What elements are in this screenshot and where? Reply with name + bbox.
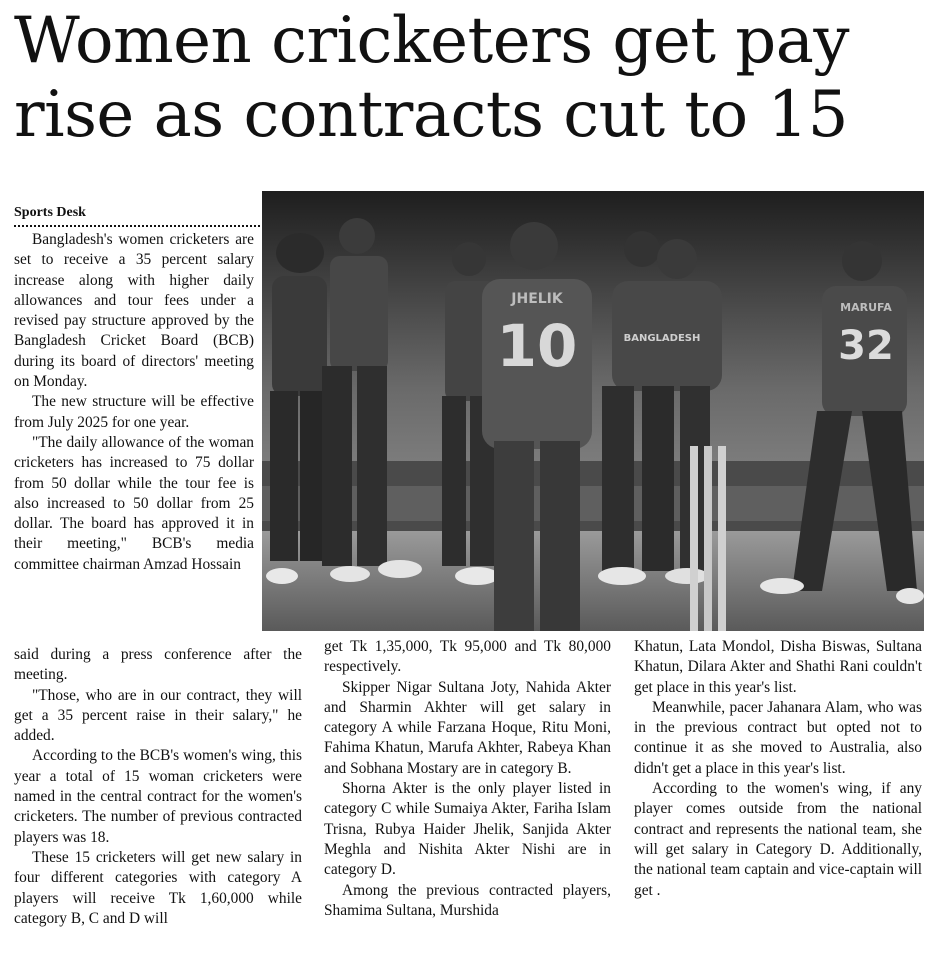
byline: Sports Desk <box>14 205 260 227</box>
paragraph: According to the women's wing, if any player comes outside from the national contract and represents the national team, she will get salary in Category D. Additionally, the national team captain and vice-captain will get . <box>634 780 922 899</box>
paragraph: "The daily allowance of the woman cricketers has increased to 75 dollar from 50 dollar while the tour fee is also increased to 50 dollar from 25 dollar. The board has approved it in their meeting," BCB's media committee chairman Amzad Hossain <box>14 433 254 573</box>
column-3 <box>634 637 922 901</box>
paragraph: The new structure will be effective from July 2025 for one year. <box>14 393 254 431</box>
headline <box>14 4 934 152</box>
paragraph: Bangladesh's women cricketers are set to receive a 35 percent salary increase along with higher daily allowances and tour fees under a revised pay structure approved by the Bangladesh Cricket Board (BCB) during its board of directors' meeting on Monday. <box>14 231 254 391</box>
paragraph: Skipper Nigar Sultana Joty, Nahida Akter and Sharmin Akhter will get salary in category A while Farzana Hoque, Ritu Moni, Fahima Khatun, Marufa Akhter, Rabeya Khan and Sobhana Mostary are in category B. <box>324 678 611 777</box>
paragraph: These 15 cricketers will get new salary in four different categories with category A players will receive Tk 1,60,000 while category B, C and D will <box>14 848 302 927</box>
paragraph-continued: said during a press conference after the meeting. <box>14 646 302 684</box>
paragraph: According to the BCB's women's wing, this year a total of 15 woman cricketers were named in the central contract for the women's cricketers. The number of previous contracted players was 18. <box>14 747 302 846</box>
jersey-number: 10 <box>496 312 578 380</box>
stumps <box>690 446 726 631</box>
headline-line-2: rise as contracts cut to 15 <box>14 78 848 152</box>
paragraph: Shorna Akter is the only player listed in category C while Sumaiya Akter, Fariha Islam Trisna, Rubya Haider Jhelik, Sanjida Akter Meghla and Nishita Akter Nishi are in category D. <box>324 780 611 879</box>
paragraph: Among the previous contracted players, Shamima Sultana, Murshida <box>324 881 611 919</box>
column-1-bottom <box>14 645 302 929</box>
player-left <box>266 233 327 584</box>
paragraph: Meanwhile, pacer Jahanara Alam, who was in the previous contract but opted not to continue it as she moved to Australia, also didn't get a place in this year's list. <box>634 698 922 777</box>
jersey-name: MARUFA <box>840 301 892 314</box>
paragraph: "Those, who are in our contract, they will get a 35 percent raise in their salary," he added. <box>14 686 302 745</box>
jersey-number: 32 <box>838 323 894 369</box>
jersey-name: JHELIK <box>511 291 563 307</box>
shirt-text: BANGLADESH <box>623 333 701 344</box>
paragraph-continued: Khatun, Lata Mondol, Disha Biswas, Sultana Khatun, Dilara Akter and Shathi Rani couldn't get place in this year's list. <box>634 638 922 696</box>
column-2 <box>324 637 611 921</box>
column-1-top <box>14 230 254 575</box>
paragraph-continued: get Tk 1,35,000, Tk 95,000 and Tk 80,000 respectively. <box>324 638 611 676</box>
cricketers-celebration-image <box>262 191 924 631</box>
match-photo <box>262 191 924 631</box>
headline-line-1: Women cricketers get pay <box>14 4 850 78</box>
